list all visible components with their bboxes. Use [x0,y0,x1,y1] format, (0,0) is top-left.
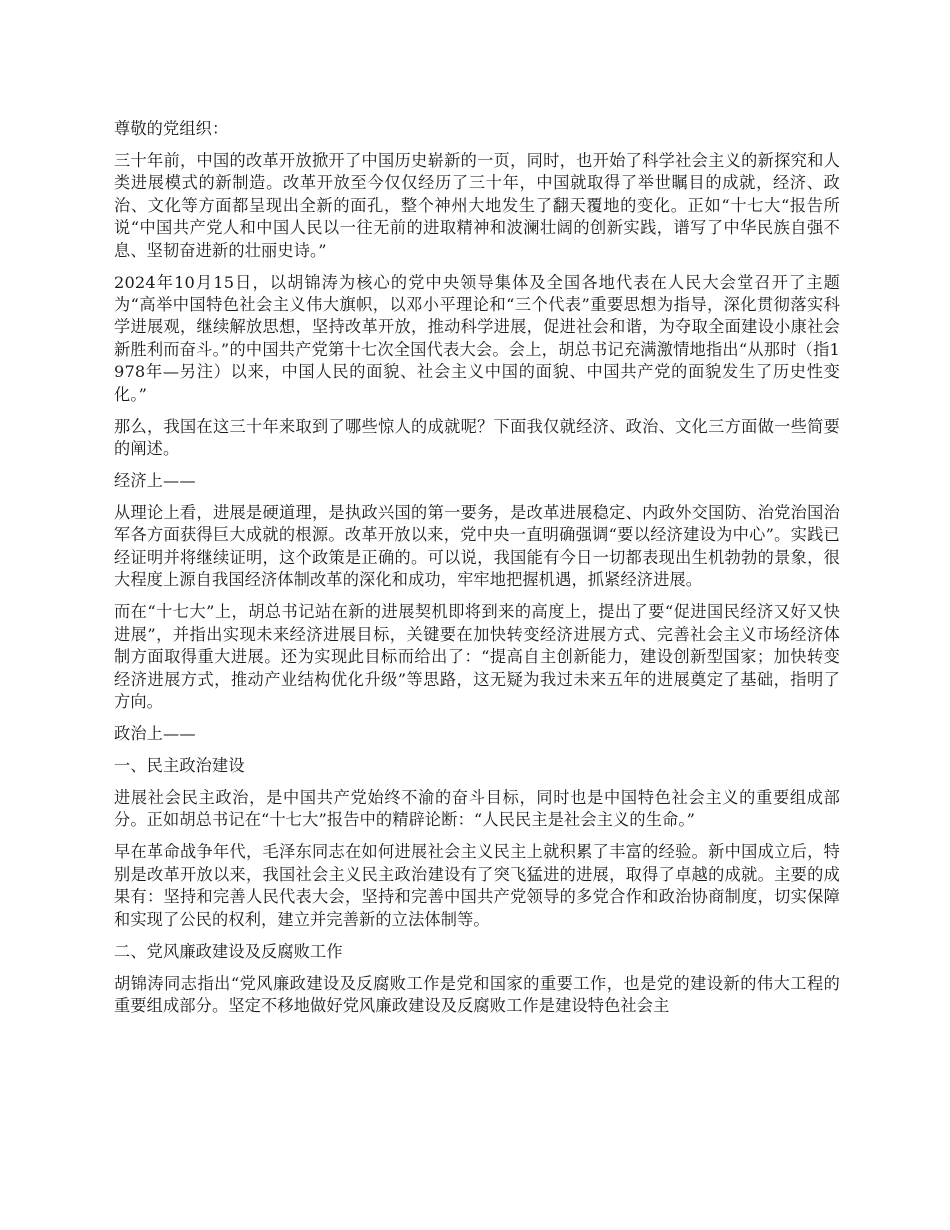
section-heading-politics: 政治上—— [114,723,196,743]
section-heading-economy: 经济上—— [114,471,196,491]
paragraph-5: 从理论上看，进展是硬道理，是执政兴国的第一要务，是改革进展稳定、内政外交国防、治党治国治军各方面获得巨大成就的根源。改革开放以来，党中央一直明确强调“要以经济建设为中心”。实践已经证明并将继续证明，这个政策是正确的。可以说，我国能有今日一切都表现出生机勃勃的景象，很大程度上源自我国经济体制改革的深化和成功，牢牢地把握机遇，抓紧经济进展。 [114,503,840,590]
paragraph-12: 胡锦涛同志指出“党风廉政建设及反腐败工作是党和国家的重要工作，也是党的建设新的伟大工程的重要组成部分。坚定不移地做好党风廉政建设及反腐败工作是建设特色社会主 [114,973,840,1015]
paragraph-9: 进展社会民主政治，是中国共产党始终不渝的奋斗目标，同时也是中国特色社会主义的重要组成部分。正如胡总书记在“十七大”报告中的精辟论断：“人民民主是社会主义的生命。” [114,787,840,830]
paragraph-6: 而在“十七大”上，胡总书记站在新的进展契机即将到来的高度上，提出了要“促进国民经济又好又快进展”，并指出实现未来经济进展目标，关键要在加快转变经济进展方式、完善社会主义市场经济体制方面取得重大进展。还为实现此目标而给出了：“提高自主创新能力，建设创新型国家；加快转变经济进展方式，推动产业结构优化升级”等思路，这无疑为我过未来五年的进展奠定了基础，指明了方向。 [114,602,840,711]
paragraph-1: 三十年前，中国的改革开放掀开了中国历史崭新的一页，同时，也开始了科学社会主义的新探究和人类进展模式的新制造。改革开放至今仅仅经历了三十年，中国就取得了举世瞩目的成就，经济、政治、文化等方面都呈现出全新的面孔，整个神州大地发生了翻天覆地的变化。正如“十七大“报告所说“中国共产党人和中国人民以一往无前的进取精神和波澜壮阔的创新实践，谱写了中华民族自强不息、坚韧奋进新的壮丽史诗。” [114,151,840,260]
salutation: 尊敬的党组织： [114,119,229,138]
paragraph-2: 2024年10月15日，以胡锦涛为核心的党中央领导集体及全国各地代表在人民大会堂召开了主题为“高举中国特色社会主义伟大旗帜，以邓小平理论和“三个代表”重要思想为指导，深化贯彻落实科学进展观，继续解放思想，坚持改革开放，推动科学进展，促进社会和谐，为夺取全面建设小康社会新胜利而奋斗。”的中国共产党第十七次全国代表大会。会上，胡总书记充满激情地指出“从那时（指1978年—另注）以来，中国人民的面貌、社会主义中国的面貌、中国共产党的面貌发生了历史性变化。” [114,272,840,404]
subheading-democracy: 一、民主政治建设 [114,755,245,775]
paragraph-3: 那么，我国在这三十年来取到了哪些惊人的成就呢？下面我仅就经济、政治、文化三方面做一些简要的阐述。 [114,416,840,459]
document-body [114,118,840,1027]
paragraph-10: 早在革命战争年代，毛泽东同志在如何进展社会主义民主上就积累了丰富的经验。新中国成立后，特别是改革开放以来，我国社会主义民主政治建设有了突飞猛进的进展，取得了卓越的成就。主要的成果有：坚持和完善人民代表大会，坚持和完善中国共产党领导的多党合作和政治协商制度，切实保障和实现了公民的权利，建立并完善新的立法体制等。 [114,842,840,929]
subheading-anti-corruption: 二、党风廉政建设及反腐败工作 [114,941,343,961]
